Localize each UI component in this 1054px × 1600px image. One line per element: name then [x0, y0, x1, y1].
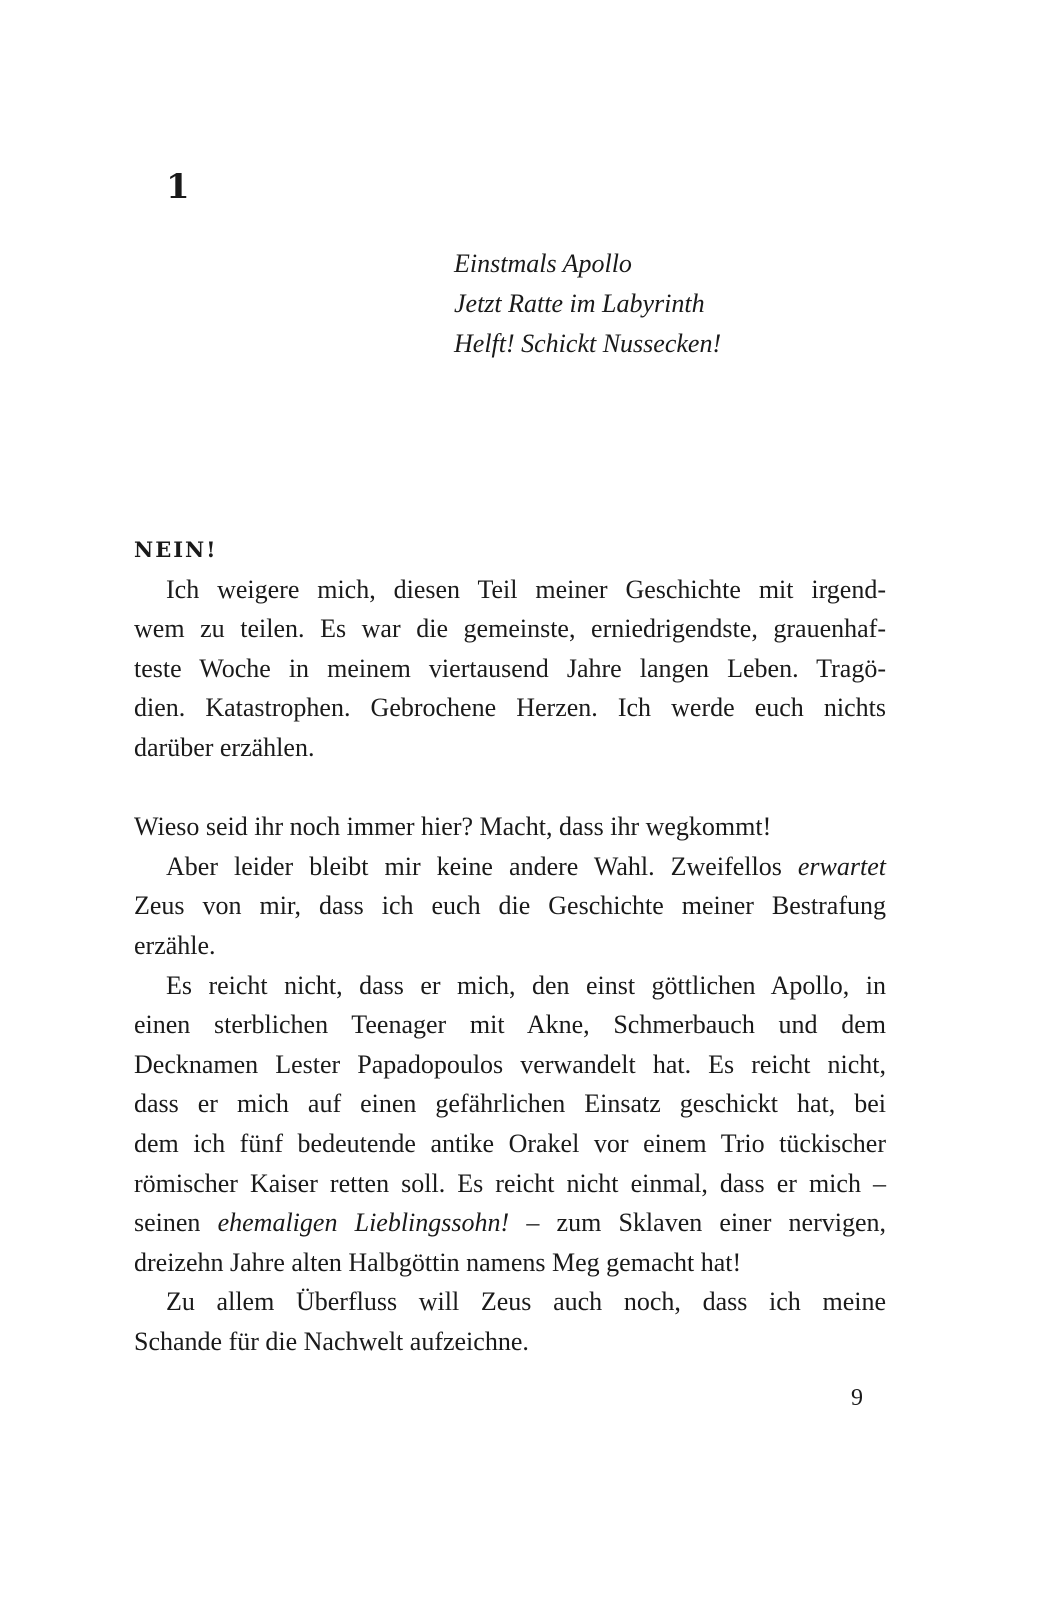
text-line: Ich weigere mich, diesen Teil meiner Geschichte mit irgend-	[166, 574, 886, 604]
italic-word: erwartet	[797, 851, 886, 881]
text-line: dreizehn Jahre alten Halbgöttin namens Meg gemacht hat!	[134, 1247, 742, 1277]
epigraph-line: Jetzt Ratte im Labyrinth	[454, 289, 705, 318]
italic-phrase: ehemaligen Lieblingssohn!	[217, 1208, 510, 1238]
text-span: – zum Sklaven einer nervigen,	[509, 1208, 886, 1238]
text-line: Zu allem Überfluss will Zeus auch noch, dass ich meine	[166, 1287, 886, 1317]
paragraph-5	[134, 1282, 886, 1361]
text-line: einen sterblichen Teenager mit Akne, Schmerbauch und dem	[134, 1010, 886, 1040]
text-line: darüber erzählen.	[134, 732, 315, 762]
text-line: Decknamen Lester Papadopoulos verwandelt hat. Es reicht nicht,	[134, 1049, 886, 1079]
page-number: 9	[851, 1385, 863, 1411]
text-line: Zeus von mir, dass ich euch die Geschichte meiner Bestrafung	[134, 891, 886, 921]
chapter-number: 1	[166, 167, 190, 207]
paragraph-4	[134, 966, 886, 1283]
text-line: teste Woche in meinem viertausend Jahre langen Leben. Tragö-	[134, 653, 886, 683]
paragraph-1	[134, 570, 886, 768]
text-line: römischer Kaiser retten soll. Es reicht nicht einmal, dass er mich –	[134, 1168, 886, 1198]
text-line: wem zu teilen. Es war die gemeinste, erniedrigendste, grauenhaf-	[134, 614, 886, 644]
text-line	[134, 847, 886, 887]
opening-heading: NEIN!	[134, 537, 218, 562]
epigraph-line: Einstmals Apollo	[454, 249, 632, 278]
paragraph-3	[134, 847, 886, 966]
text-line: dien. Katastrophen. Gebrochene Herzen. Ich werde euch nichts	[134, 693, 886, 723]
text-line: erzähle.	[134, 930, 216, 960]
text-line: dem ich fünf bedeutende antike Orakel vor einem Trio tückischer	[134, 1128, 886, 1158]
section-break	[134, 768, 886, 808]
chapter-body	[134, 530, 886, 1361]
epigraph	[454, 244, 721, 364]
text-line	[134, 1203, 886, 1243]
text-line: Schande für die Nachwelt aufzeichne.	[134, 1326, 529, 1356]
paragraph-2: Wieso seid ihr noch immer hier? Macht, dass ihr wegkommt!	[134, 812, 772, 842]
text-line: dass er mich auf einen gefährlichen Einsatz geschickt hat, bei	[134, 1089, 886, 1119]
epigraph-line: Helft! Schickt Nussecken!	[454, 329, 722, 358]
text-span: Aber leider bleibt mir keine andere Wahl. Zweifellos	[166, 851, 798, 881]
text-line: Es reicht nicht, dass er mich, den einst göttlichen Apollo, in	[166, 970, 886, 1000]
text-span: seinen	[134, 1208, 218, 1238]
